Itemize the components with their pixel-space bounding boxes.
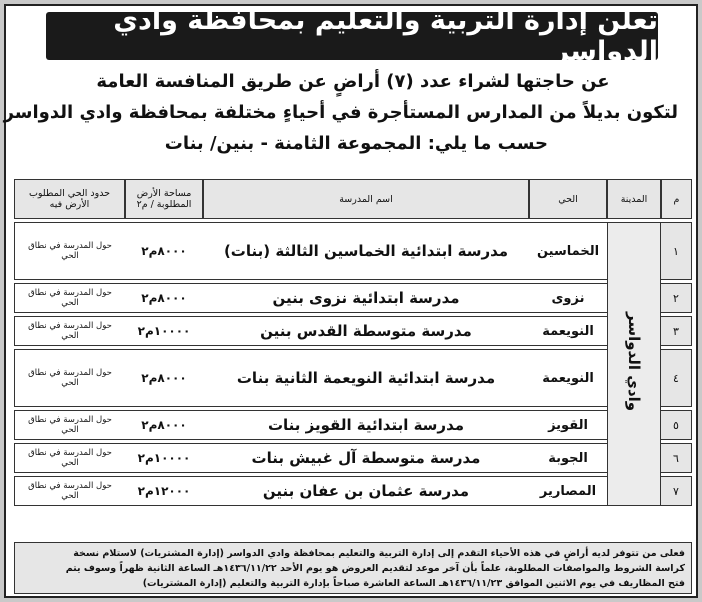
header-num: م <box>661 179 692 219</box>
limits-cell: حول المدرسة في نطاق الحي <box>14 316 125 346</box>
area-cell: ١٠٠٠٠م٢ <box>125 316 203 346</box>
footer-line-2: كراسة الشروط والمواصفات المطلوبة، علماً بأن آخر موعد لتقديم العروض هو يوم الأحد ١٤٣٦/١١/٢٢هـ الساعة الثانية ظهراً وسوف يتم <box>65 563 685 574</box>
school-cell: مدرسة ابتدائية النويعمة الثانية بنات <box>203 349 529 407</box>
footer-line-1: فعلى من تتوفر لديه أراضٍ في هذه الأحياء التقدم إلى إدارة التربية والتعليم بمحافظة وادي الدواسر (إدارة المشتريات) لاستلام نسخة <box>73 548 685 559</box>
intro-line-1: عن حاجتها لشراء عدد (٧) أراضٍ عن طريق المنافسة العامة <box>96 71 610 92</box>
limits-cell: حول المدرسة في نطاق الحي <box>14 443 125 473</box>
header-area: مساحة الأرض المطلوبة / م٢ <box>125 179 203 219</box>
district-cell: الجوبة <box>529 443 607 473</box>
district-cell: النويعمة <box>529 316 607 346</box>
limits-cell: حول المدرسة في نطاق الحي <box>14 476 125 506</box>
city-cell <box>607 222 661 506</box>
row-number: ٧ <box>661 476 692 506</box>
table-row <box>14 316 692 346</box>
page-title: تعلن إدارة التربية والتعليم بمحافظة وادي الدواسر <box>46 12 658 60</box>
row-number: ١ <box>661 222 692 280</box>
district-cell: القويز <box>529 410 607 440</box>
city-label: وادي الدواسر <box>625 312 643 412</box>
header-city: المدينة <box>607 179 661 219</box>
advertisement <box>4 4 698 598</box>
header-school: اسم المدرسة <box>203 179 529 219</box>
footer-notice <box>14 542 692 594</box>
intro-line-3: حسب ما يلي: المجموعة الثامنة - بنين/ بنات <box>164 133 548 154</box>
table-row <box>14 476 692 506</box>
school-cell: مدرسة ابتدائية الخماسين الثالثة (بنات) <box>203 222 529 280</box>
intro-line-2: لتكون بديلاً من المدارس المستأجرة في أحياءٍ مختلفة بمحافظة وادي الدواسر <box>3 102 678 123</box>
school-cell: مدرسة متوسطة آل غبيش بنات <box>203 443 529 473</box>
table-row <box>14 443 692 473</box>
intro-text <box>3 66 678 159</box>
table-row <box>14 283 692 313</box>
school-cell: مدرسة ابتدائية نزوى بنين <box>203 283 529 313</box>
area-cell: ٨٠٠٠م٢ <box>125 410 203 440</box>
limits-cell: حول المدرسة في نطاق الحي <box>14 283 125 313</box>
limits-cell: حول المدرسة في نطاق الحي <box>14 410 125 440</box>
table-row <box>14 222 692 280</box>
district-cell: المصارير <box>529 476 607 506</box>
schools-table <box>14 176 692 509</box>
table-row <box>14 410 692 440</box>
district-cell: نزوى <box>529 283 607 313</box>
area-cell: ٨٠٠٠م٢ <box>125 349 203 407</box>
district-cell: النويعمة <box>529 349 607 407</box>
table-row <box>14 349 692 407</box>
limits-cell: حول المدرسة في نطاق الحي <box>14 222 125 280</box>
area-cell: ٨٠٠٠م٢ <box>125 222 203 280</box>
school-cell: مدرسة ابتدائية القويز بنات <box>203 410 529 440</box>
header-district: الحي <box>529 179 607 219</box>
row-number: ٢ <box>661 283 692 313</box>
row-number: ٦ <box>661 443 692 473</box>
header-limits: حدود الحي المطلوب الأرض فيه <box>14 179 125 219</box>
row-number: ٣ <box>661 316 692 346</box>
school-cell: مدرسة متوسطة القدس بنين <box>203 316 529 346</box>
area-cell: ٨٠٠٠م٢ <box>125 283 203 313</box>
footer-line-3: فتح المظاريف في يوم الاثنين الموافق ١٤٣٦/١١/٢٣هـ الساعة العاشرة صباحاً بإدارة التربية والتعليم (إدارة المشتريات) <box>142 578 685 589</box>
school-cell: مدرسة عثمان بن عفان بنين <box>203 476 529 506</box>
limits-cell: حول المدرسة في نطاق الحي <box>14 349 125 407</box>
row-number: ٤ <box>661 349 692 407</box>
table-header-row <box>14 179 692 219</box>
district-cell: الخماسين <box>529 222 607 280</box>
row-number: ٥ <box>661 410 692 440</box>
area-cell: ١٢٠٠٠م٢ <box>125 476 203 506</box>
area-cell: ١٠٠٠٠م٢ <box>125 443 203 473</box>
